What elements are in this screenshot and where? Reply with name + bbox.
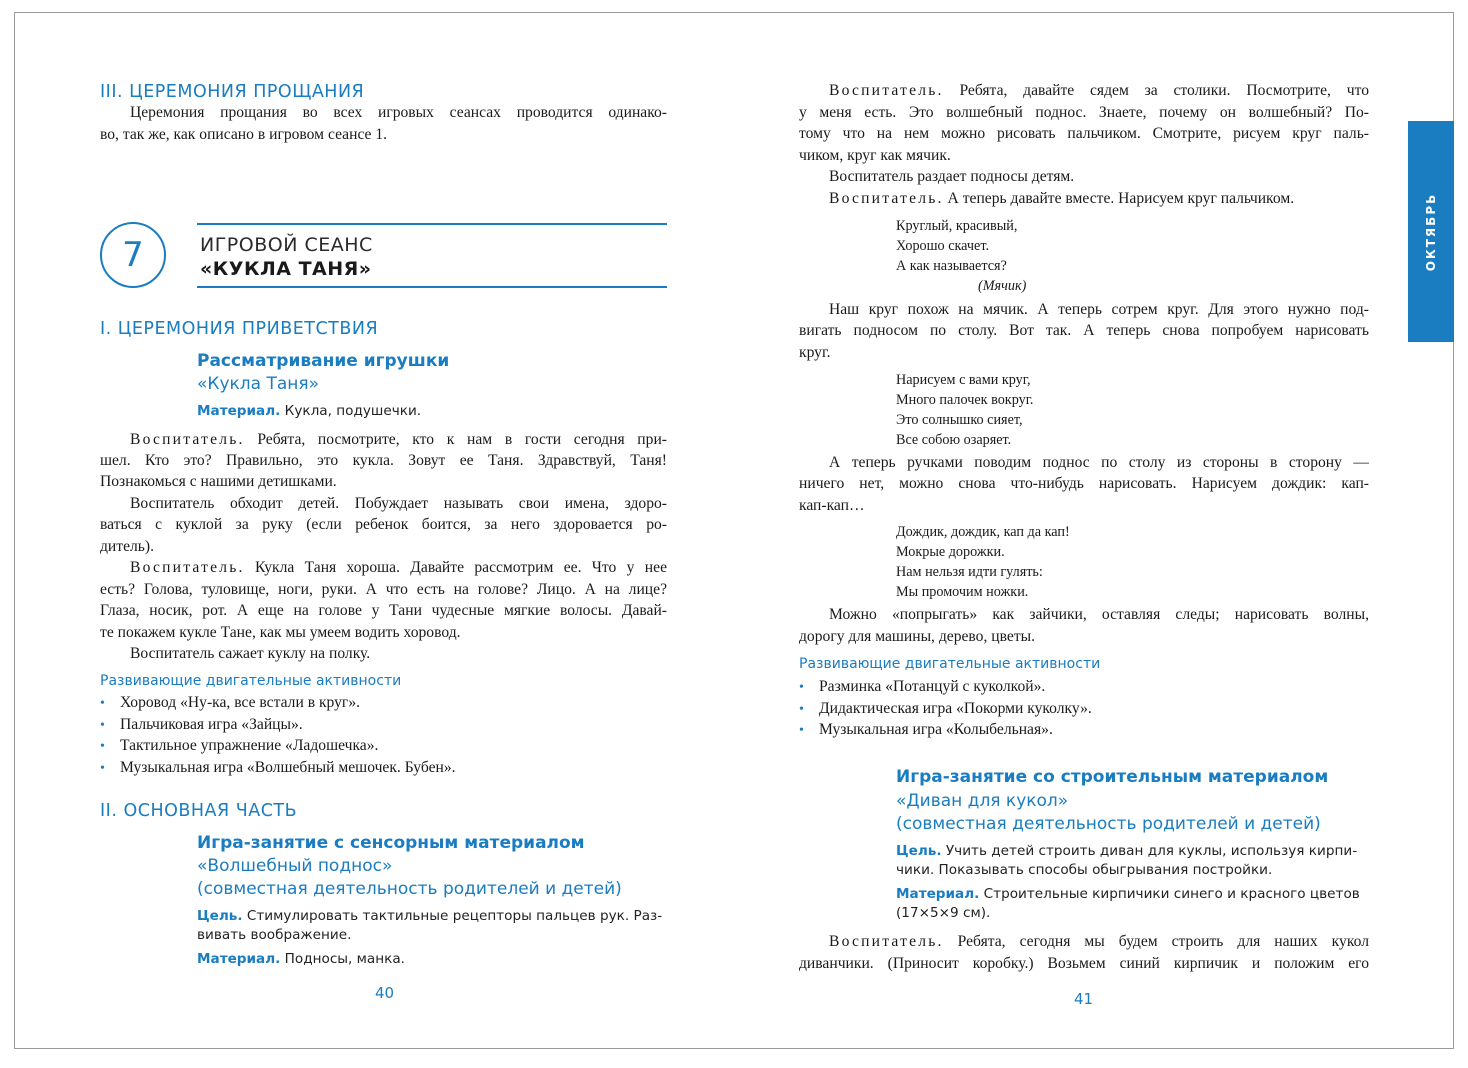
- text-line: Воспитатель. Ребята, посмотрите, кто к нам в гости сегодня при-: [130, 431, 667, 448]
- game-name: «Диван для кукол»: [896, 791, 1069, 811]
- text-line: Церемония прощания во всех игровых сеансах проводится одинако-: [130, 104, 667, 121]
- game-material: Материал. Подносы, манка.: [197, 951, 406, 967]
- session-number-badge: 7: [100, 222, 166, 288]
- text-line: кап-кап…: [799, 497, 865, 514]
- text-line: Можно «попрыгать» как зайчики, оставляя следы; нарисовать волны,: [829, 606, 1369, 623]
- game-note: (совместная деятельность родителей и детей): [896, 814, 1321, 834]
- text-line: шел. Кто это? Правильно, это кукла. Зовут ее Таня. Здравствуй, Таня!: [100, 452, 667, 469]
- text-line: ваться с куклой за руку (если ребенок боится, за него здоровается ро-: [100, 516, 667, 533]
- text-line: дитель).: [100, 538, 154, 555]
- text-line: вигать подносом по столу. Вот так. А теперь снова попробуем нарисовать: [799, 322, 1369, 339]
- text-line: ничего нет, можно снова что-нибудь нарисовать. Нарисуем дождик: кап-: [799, 475, 1369, 492]
- text-line: во, так же, как описано в игровом сеансе 1.: [100, 126, 388, 143]
- toy-subtitle: «Кукла Таня»: [197, 374, 320, 394]
- page-number: 41: [1074, 990, 1094, 1008]
- section-main-title: II. ОСНОВНАЯ ЧАСТЬ: [100, 801, 298, 821]
- month-tab: ОКТЯБРЬ: [1408, 121, 1454, 342]
- toy-title: Рассматривание игрушки: [197, 351, 450, 371]
- section-farewell-title: III. ЦЕРЕМОНИЯ ПРОЩАНИЯ: [100, 82, 365, 102]
- text-line: чиком, круг как мячик.: [799, 147, 951, 164]
- text-line: Воспитатель. Ребята, давайте сядем за столики. Посмотрите, что: [829, 82, 1369, 99]
- text-line: есть? Голова, туловище, ноги, руки. А что есть на голове? Лицо. А на лице?: [100, 581, 667, 598]
- page-number: 40: [375, 984, 395, 1002]
- text-line: у меня есть. Это волшебный поднос. Знаете, почему он волшебный? По-: [799, 104, 1369, 121]
- game-note: (совместная деятельность родителей и детей): [197, 879, 622, 899]
- activities-title: Развивающие двигательные активности: [799, 656, 1101, 672]
- session-label: ИГРОВОЙ СЕАНС: [200, 234, 373, 256]
- game-title: Игра-занятие со строительным материалом: [896, 767, 1329, 787]
- text-line: Воспитатель сажает куклу на полку.: [130, 645, 371, 662]
- list-item: • Музыкальная игра «Волшебный мешочек. Бубен».: [100, 759, 456, 776]
- title-rule-bottom: [197, 286, 667, 288]
- text-line: дорогу для машины, дерево, цветы.: [799, 628, 1036, 645]
- game-title: Игра-занятие с сенсорным материалом: [197, 833, 585, 853]
- list-item: • Пальчиковая игра «Зайцы».: [100, 716, 303, 733]
- text-line: Воспитатель. А теперь давайте вместе. Нарисуем круг пальчиком.: [829, 190, 1295, 207]
- text-line: тому что на нем можно рисовать пальчиком. Смотрите, рисуем круг паль-: [799, 125, 1369, 142]
- text-line: Глаза, носик, рот. А еще на голове у Тани чудесные мягкие волосы. Давай-: [100, 602, 667, 619]
- toy-material: Материал. Кукла, подушечки.: [197, 403, 422, 419]
- list-item: • Музыкальная игра «Колыбельная».: [799, 721, 1053, 738]
- title-rule-top: [197, 223, 667, 225]
- poem: Круглый, красивый, Хорошо скачет. А как называется? (Мячик): [896, 218, 1027, 294]
- text-line: Познакомься с нашими детишками.: [100, 473, 337, 490]
- list-item: • Тактильное упражнение «Ладошечка».: [100, 737, 379, 754]
- game-material: Материал. Строительные кирпичики синего и красного цветов (17×5×9 см).: [896, 886, 1360, 921]
- session-name: «КУКЛА ТАНЯ»: [200, 258, 372, 280]
- text-line: А теперь ручками поводим поднос по столу из стороны в сторону —: [829, 454, 1369, 471]
- game-goal: Цель. Стимулировать тактильные рецепторы пальцев рук. Раз- вивать воображение.: [197, 908, 663, 943]
- poem: Дождик, дождик, кап да кап! Мокрые дорожки. Нам нельзя идти гулять: Мы промочим ножки.: [896, 524, 1070, 600]
- activities-title: Развивающие двигательные активности: [100, 673, 402, 689]
- list-item: • Хоровод «Ну-ка, все встали в круг».: [100, 694, 361, 711]
- text-line: Воспитатель. Ребята, сегодня мы будем строить для наших кукол: [829, 933, 1369, 950]
- text-line: Воспитатель обходит детей. Побуждает называть свои имена, здоро-: [130, 495, 667, 512]
- list-item: • Разминка «Потанцуй с куколкой».: [799, 678, 1046, 695]
- game-goal: Цель. Учить детей строить диван для куклы, используя кирпи- чики. Показывать способы обыгрывания постройки.: [896, 843, 1358, 878]
- text-line: Воспитатель раздает подносы детям.: [829, 168, 1075, 185]
- poem: Нарисуем с вами круг, Много палочек вокруг. Это солнышко сияет, Все собою озаряет.: [896, 372, 1034, 448]
- text-line: круг.: [799, 344, 831, 361]
- section-greeting-title: I. ЦЕРЕМОНИЯ ПРИВЕТСТВИЯ: [100, 319, 379, 339]
- text-line: Воспитатель. Кукла Таня хороша. Давайте рассмотрим ее. Что у нее: [130, 559, 667, 576]
- game-name: «Волшебный поднос»: [197, 856, 393, 876]
- text-line: диванчики. (Приносит коробку.) Возьмем синий кирпичик и положим его: [799, 955, 1369, 972]
- text-line: Наш круг похож на мячик. А теперь сотрем круг. Для этого нужно под-: [829, 301, 1369, 318]
- text-line: те покажем кукле Тане, как мы умеем водить хоровод.: [100, 624, 461, 641]
- list-item: • Дидактическая игра «Покорми куколку».: [799, 700, 1092, 717]
